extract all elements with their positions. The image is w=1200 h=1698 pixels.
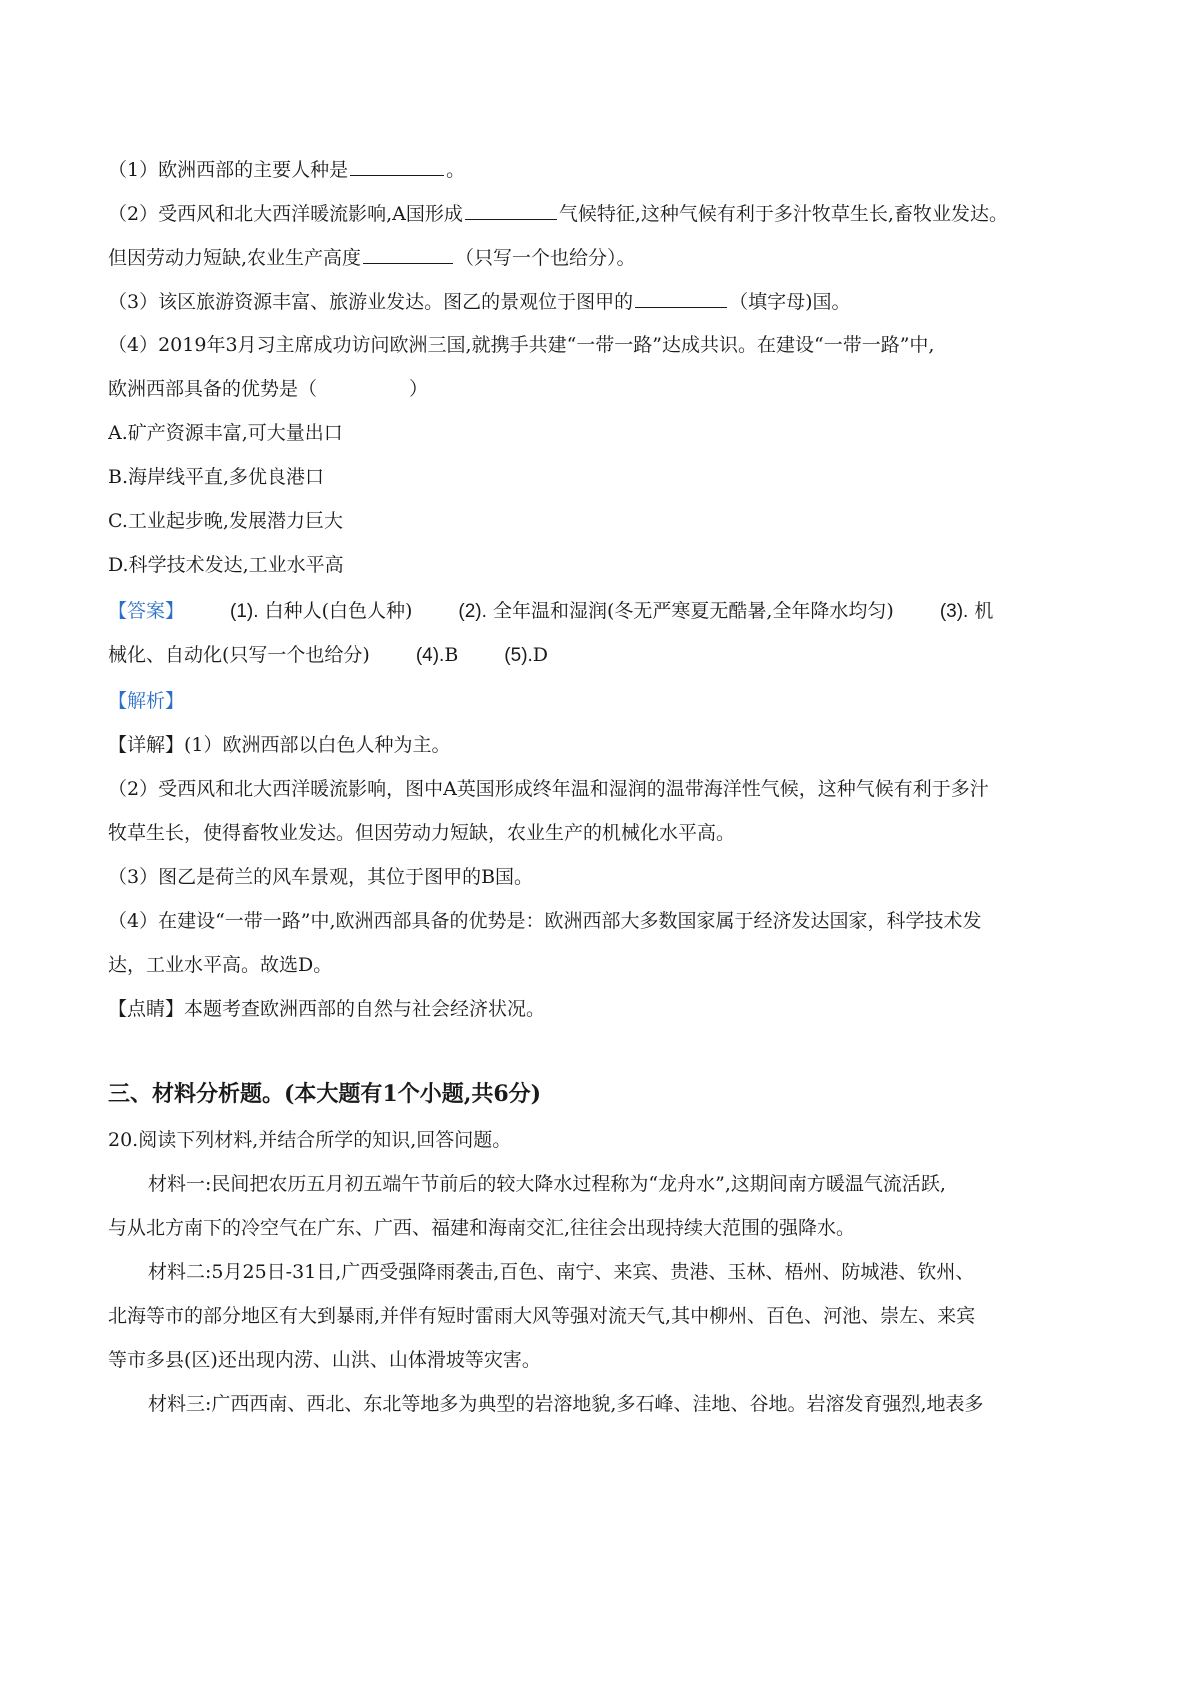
detail-1: 【详解】(1）欧洲西部以白色人种为主。	[108, 734, 451, 756]
question-text: （3）该区旅游资源丰富、旅游业发达。图乙的景观位于图甲的	[108, 291, 634, 313]
option-d: D.科学技术发达,工业水平高	[108, 554, 344, 576]
answer-text: 白种人(白色人种)	[264, 600, 413, 622]
answer-number: (4).	[415, 645, 445, 666]
question-text: 气候特征,这种气候有利于多汁牧草生长,畜牧业发达。	[558, 203, 1008, 225]
question-text: 欧洲西部具备的优势是（	[108, 378, 318, 400]
material-1-cont: 与从北方南下的冷空气在广东、广西、福建和海南交汇,往往会出现持续大范围的强降水。	[108, 1217, 856, 1239]
question-text: （2）受西风和北大西洋暖流影响,A国形成	[108, 203, 463, 225]
question-19-part-1	[108, 155, 1098, 184]
answer-number: (5).	[504, 645, 533, 666]
material-2-cont: 北海等市的部分地区有大到暴雨,并伴有短时雷雨大风等强对流天气,其中柳州、百色、河池、崇左、来宾	[108, 1305, 976, 1327]
answer-tag: 【答案】	[108, 600, 185, 622]
answer-text: D	[532, 644, 549, 666]
answer-text: 机	[974, 600, 994, 622]
answer-blank-2	[465, 199, 557, 220]
detail-2-cont: 牧草生长，使得畜牧业发达。但因劳动力短缺，农业生产的机械化水平高。	[108, 822, 736, 844]
material-3: 材料三:广西西南、西北、东北等地多为典型的岩溶地貌,多石峰、洼地、谷地。岩溶发育强烈,地表多	[148, 1393, 984, 1415]
answer-text: 械化、自动化(只写一个也给分)	[108, 644, 370, 666]
answer-line	[108, 597, 1098, 626]
answer-blank-4	[635, 287, 727, 308]
detail-2: （2）受西风和北大西洋暖流影响，图中A英国形成终年温和湿润的温带海洋性气候，这种气候有利于多汁	[108, 778, 989, 800]
answer-text: 全年温和湿润(冬无严寒夏无酷暑,全年降水均匀)	[492, 600, 894, 622]
material-1: 材料一:民间把农历五月初五端午节前后的较大降水过程称为“龙舟水”,这期间南方暖温气流活跃,	[148, 1173, 946, 1195]
answer-number: (2).	[458, 601, 487, 622]
comment-line: 【点睛】本题考查欧洲西部的自然与社会经济状况。	[108, 998, 546, 1020]
question-text: （1）欧洲西部的主要人种是	[108, 159, 349, 181]
question-text: （填字母)国。	[729, 291, 851, 313]
question-19-part-4-cont	[108, 375, 1098, 403]
answer-number: (1).	[230, 601, 259, 622]
answer-number: (3).	[939, 601, 969, 622]
question-19-part-3	[108, 287, 1098, 316]
option-a: A.矿产资源丰富,可大量出口	[108, 422, 343, 444]
material-2-cont-2: 等市多县(区)还出现内涝、山洪、山体滑坡等灾害。	[108, 1349, 541, 1371]
answer-blank-1	[350, 155, 444, 176]
answer-line-cont	[108, 641, 1098, 670]
answer-text: B	[444, 644, 459, 666]
detail-4: （4）在建设“一带一路”中,欧洲西部具备的优势是：欧洲西部大多数国家属于经济发达国家，科学技术发	[108, 910, 982, 932]
question-text: （4）2019年3月习主席成功访问欧洲三国,就携手共建“一带一路”达成共识。在建设“一带一路”中,	[108, 334, 935, 356]
question-19-part-2-cont	[108, 243, 1098, 272]
question-text: （只写一个也给分）。	[455, 247, 636, 269]
question-19-part-2	[108, 199, 1098, 228]
question-text: 。	[446, 159, 466, 181]
detail-3: （3）图乙是荷兰的风车景观，其位于图甲的B国。	[108, 866, 534, 888]
answer-blank-3	[363, 243, 453, 264]
section-heading: 三、材料分析题。(本大题有1个小题,共6分)	[108, 1081, 542, 1107]
analysis-tag: 【解析】	[108, 690, 185, 712]
question-text: ）	[409, 378, 429, 400]
question-19-part-4	[108, 331, 1098, 359]
question-20: 20.阅读下列材料,并结合所学的知识,回答问题。	[108, 1129, 512, 1151]
option-b: B.海岸线平直,多优良港口	[108, 466, 325, 488]
option-c: C.工业起步晚,发展潜力巨大	[108, 510, 343, 532]
material-2: 材料二:5月25日-31日,广西受强降雨袭击,百色、南宁、来宾、贵港、玉林、梧州、防城港、钦州、	[148, 1261, 975, 1283]
detail-4-cont: 达，工业水平高。故选D。	[108, 954, 333, 976]
question-text: 但因劳动力短缺,农业生产高度	[108, 247, 362, 269]
analysis-tag-line	[108, 687, 1098, 715]
